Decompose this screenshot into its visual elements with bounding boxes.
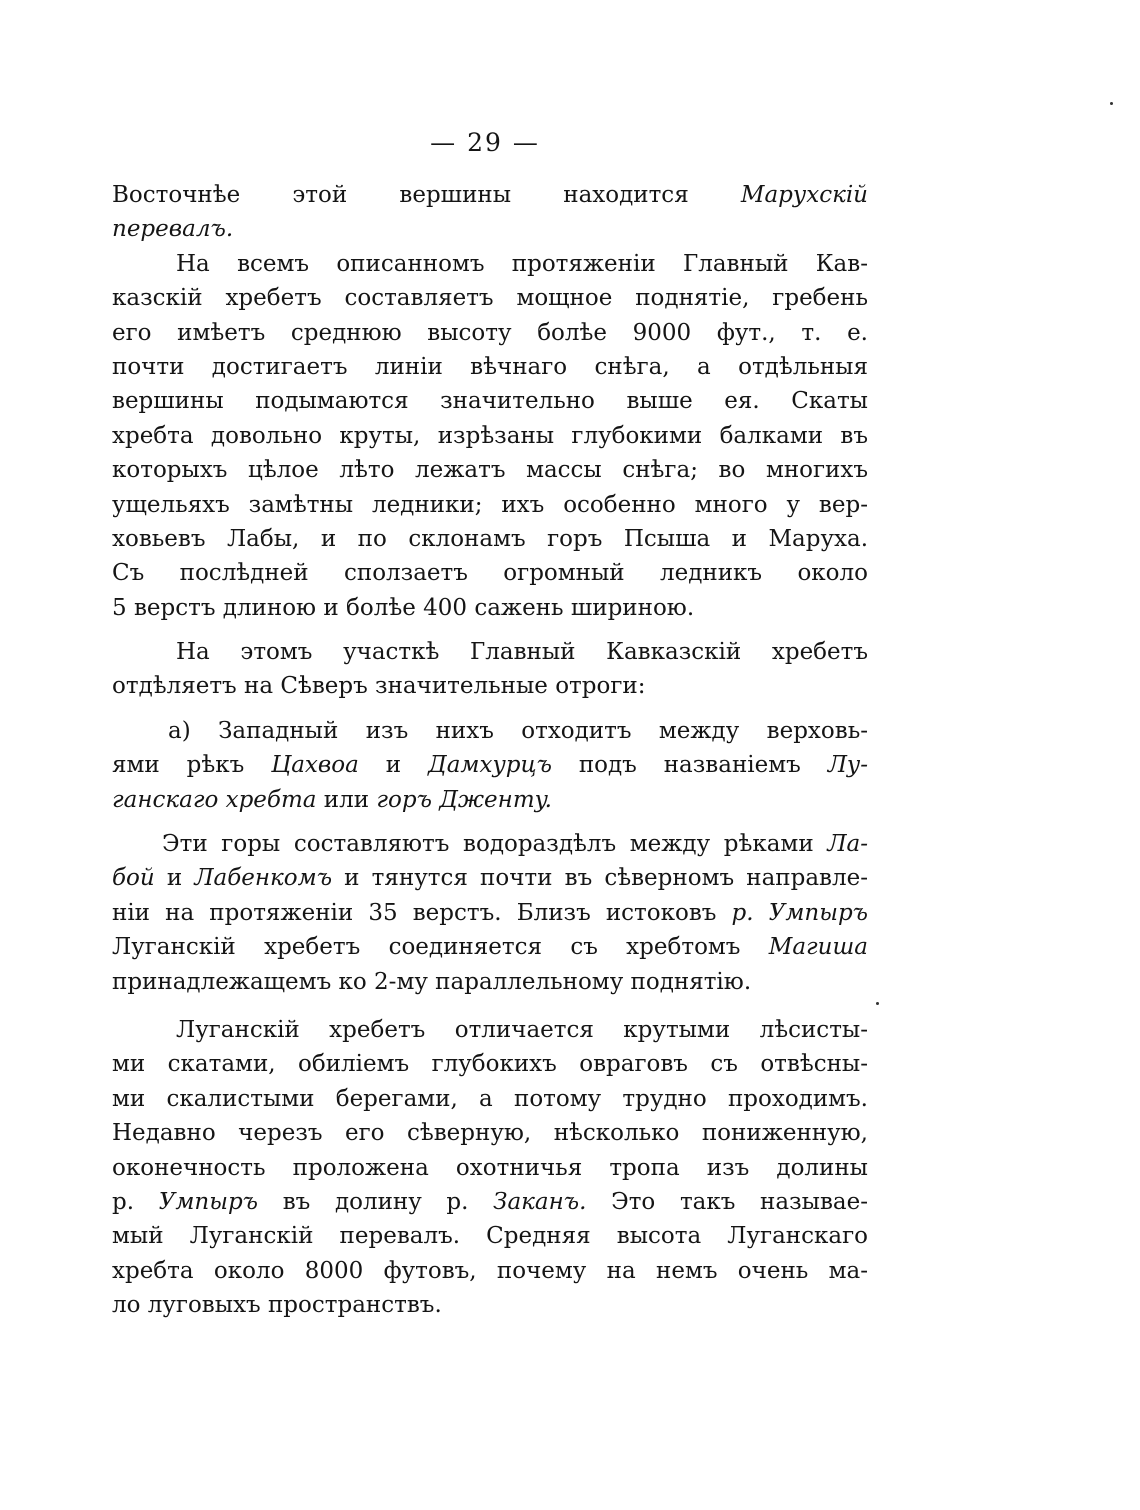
text-line bbox=[112, 178, 868, 212]
italic-text-segment: Ла- bbox=[827, 831, 868, 858]
italic-text-segment: Марухскій bbox=[740, 182, 868, 208]
text-segment: Эти горы составляютъ водораздѣлъ между рѣками bbox=[162, 831, 828, 858]
text-line bbox=[112, 896, 868, 930]
text-line bbox=[112, 1219, 868, 1253]
text-segment: хребта довольно круты, изрѣзаны глубокими балками въ bbox=[112, 422, 868, 449]
text-segment: ми скатами, обиліемъ глубокихъ овраговъ съ отвѣсны- bbox=[112, 1051, 868, 1078]
text-line bbox=[112, 350, 868, 384]
text-segment: оконечность проложена охотничья тропа изъ долины bbox=[112, 1154, 868, 1181]
text-segment: или bbox=[316, 786, 377, 813]
italic-text-segment: Заканъ. bbox=[493, 1188, 587, 1215]
text-segment: хребта около 8000 футовъ, почему на немъ очень ма- bbox=[112, 1257, 868, 1284]
text-line bbox=[112, 488, 868, 522]
text-segment: въ долину р. bbox=[258, 1188, 494, 1215]
text-line bbox=[112, 861, 868, 895]
text-line bbox=[112, 1116, 868, 1150]
text-segment: ущельяхъ замѣтны ледники; ихъ особенно много у вер- bbox=[112, 491, 868, 518]
italic-text-segment: Лабенкомъ bbox=[194, 865, 333, 892]
text-segment: 5 верстъ длиною и болѣе 400 сажень шириною. bbox=[112, 594, 695, 621]
text-line bbox=[112, 1185, 868, 1219]
text-line bbox=[112, 669, 868, 703]
italic-text-segment: ганскаго хребта bbox=[112, 786, 317, 813]
text-segment: ніи на протяженіи 35 верстъ. Близъ истоковъ bbox=[112, 899, 732, 926]
italic-text-segment: бой bbox=[112, 865, 155, 892]
text-line bbox=[112, 930, 868, 964]
text-segment: вершины подымаются значительно выше ея. Скаты bbox=[112, 388, 868, 415]
italic-text-segment: Лу- bbox=[827, 752, 868, 779]
text-line bbox=[112, 522, 868, 556]
page-body-text bbox=[112, 178, 868, 1323]
text-segment: Луганскій хребетъ соединяется съ хребтомъ bbox=[112, 934, 769, 961]
text-line bbox=[112, 212, 868, 246]
text-line bbox=[112, 316, 868, 350]
text-line bbox=[112, 1047, 868, 1081]
text-segment: подъ названіемъ bbox=[551, 752, 828, 779]
text-line bbox=[112, 591, 868, 625]
text-segment: ями рѣкъ bbox=[112, 752, 272, 779]
text-segment: и bbox=[358, 752, 428, 779]
text-segment: На всемъ описанномъ протяженіи Главный Кав- bbox=[176, 250, 868, 277]
text-line bbox=[112, 965, 868, 999]
text-line bbox=[112, 827, 868, 861]
text-line bbox=[112, 453, 868, 487]
text-line bbox=[112, 384, 868, 418]
italic-text-segment: р. Умпыръ bbox=[731, 899, 868, 926]
text-segment: отдѣляетъ на Сѣверъ значительные отроги: bbox=[112, 673, 646, 700]
text-segment: принадлежащемъ ко 2-му параллельному поднятію. bbox=[112, 968, 752, 995]
text-line bbox=[112, 1254, 868, 1288]
text-line bbox=[112, 1288, 868, 1322]
italic-text-segment: горъ Джентy. bbox=[376, 786, 552, 813]
text-line bbox=[112, 783, 868, 817]
italic-text-segment: Умпыръ bbox=[158, 1188, 259, 1215]
print-speck bbox=[1110, 102, 1113, 105]
text-line bbox=[112, 556, 868, 590]
text-segment: почти достигаетъ линіи вѣчнаго снѣга, а отдѣльныя bbox=[112, 353, 868, 380]
text-segment: мый Луганскій перевалъ. Средняя высота Луганскаго bbox=[112, 1223, 868, 1250]
italic-text-segment: Цахвоа bbox=[271, 752, 359, 779]
text-segment: ло луговыхъ пространствъ. bbox=[112, 1292, 442, 1319]
text-segment: ми скалистыми берегами, а потому трудно проходимъ. bbox=[112, 1085, 868, 1112]
text-line bbox=[112, 714, 868, 748]
text-segment: казскій хребетъ составляетъ мощное поднятіе, гребень bbox=[112, 285, 868, 312]
text-segment: Недавно черезъ его сѣверную, нѣсколько пониженную, bbox=[112, 1120, 868, 1147]
text-segment: Восточнѣе этой вершины находится bbox=[112, 182, 741, 208]
text-segment: и тянутся почти въ сѣверномъ направле- bbox=[332, 865, 868, 892]
text-segment: Съ послѣдней сползаетъ огромный ледникъ около bbox=[112, 560, 868, 587]
text-segment: Это такъ называе- bbox=[586, 1188, 868, 1215]
text-line bbox=[112, 1013, 868, 1047]
text-line bbox=[112, 748, 868, 782]
italic-text-segment: Дамхурцъ bbox=[428, 752, 552, 779]
print-speck bbox=[876, 1002, 879, 1005]
text-segment: которыхъ цѣлое лѣто лежатъ массы снѣга; во многихъ bbox=[112, 457, 868, 484]
text-segment: и bbox=[154, 865, 195, 892]
italic-text-segment: перевалъ. bbox=[112, 216, 234, 243]
text-segment: р. bbox=[112, 1188, 159, 1215]
text-line bbox=[112, 419, 868, 453]
page-number: — 29 — bbox=[430, 128, 540, 157]
italic-text-segment: Магиша bbox=[768, 934, 868, 961]
text-line bbox=[112, 281, 868, 315]
text-segment: его имѣетъ среднюю высоту болѣе 9000 фут., т. е. bbox=[112, 319, 868, 346]
text-line bbox=[112, 1151, 868, 1185]
text-segment: На этомъ участкѣ Главный Кавказскій хребетъ bbox=[176, 639, 868, 666]
text-line bbox=[112, 247, 868, 281]
text-segment: Луганскій хребетъ отличается крутыми лѣсисты- bbox=[176, 1016, 868, 1043]
text-segment: а) Западный изъ нихъ отходитъ между верховь- bbox=[168, 717, 868, 744]
text-line bbox=[112, 1082, 868, 1116]
text-line bbox=[112, 635, 868, 669]
text-segment: ховьевъ Лабы, и по склонамъ горъ Псыша и Маруха. bbox=[112, 525, 868, 552]
